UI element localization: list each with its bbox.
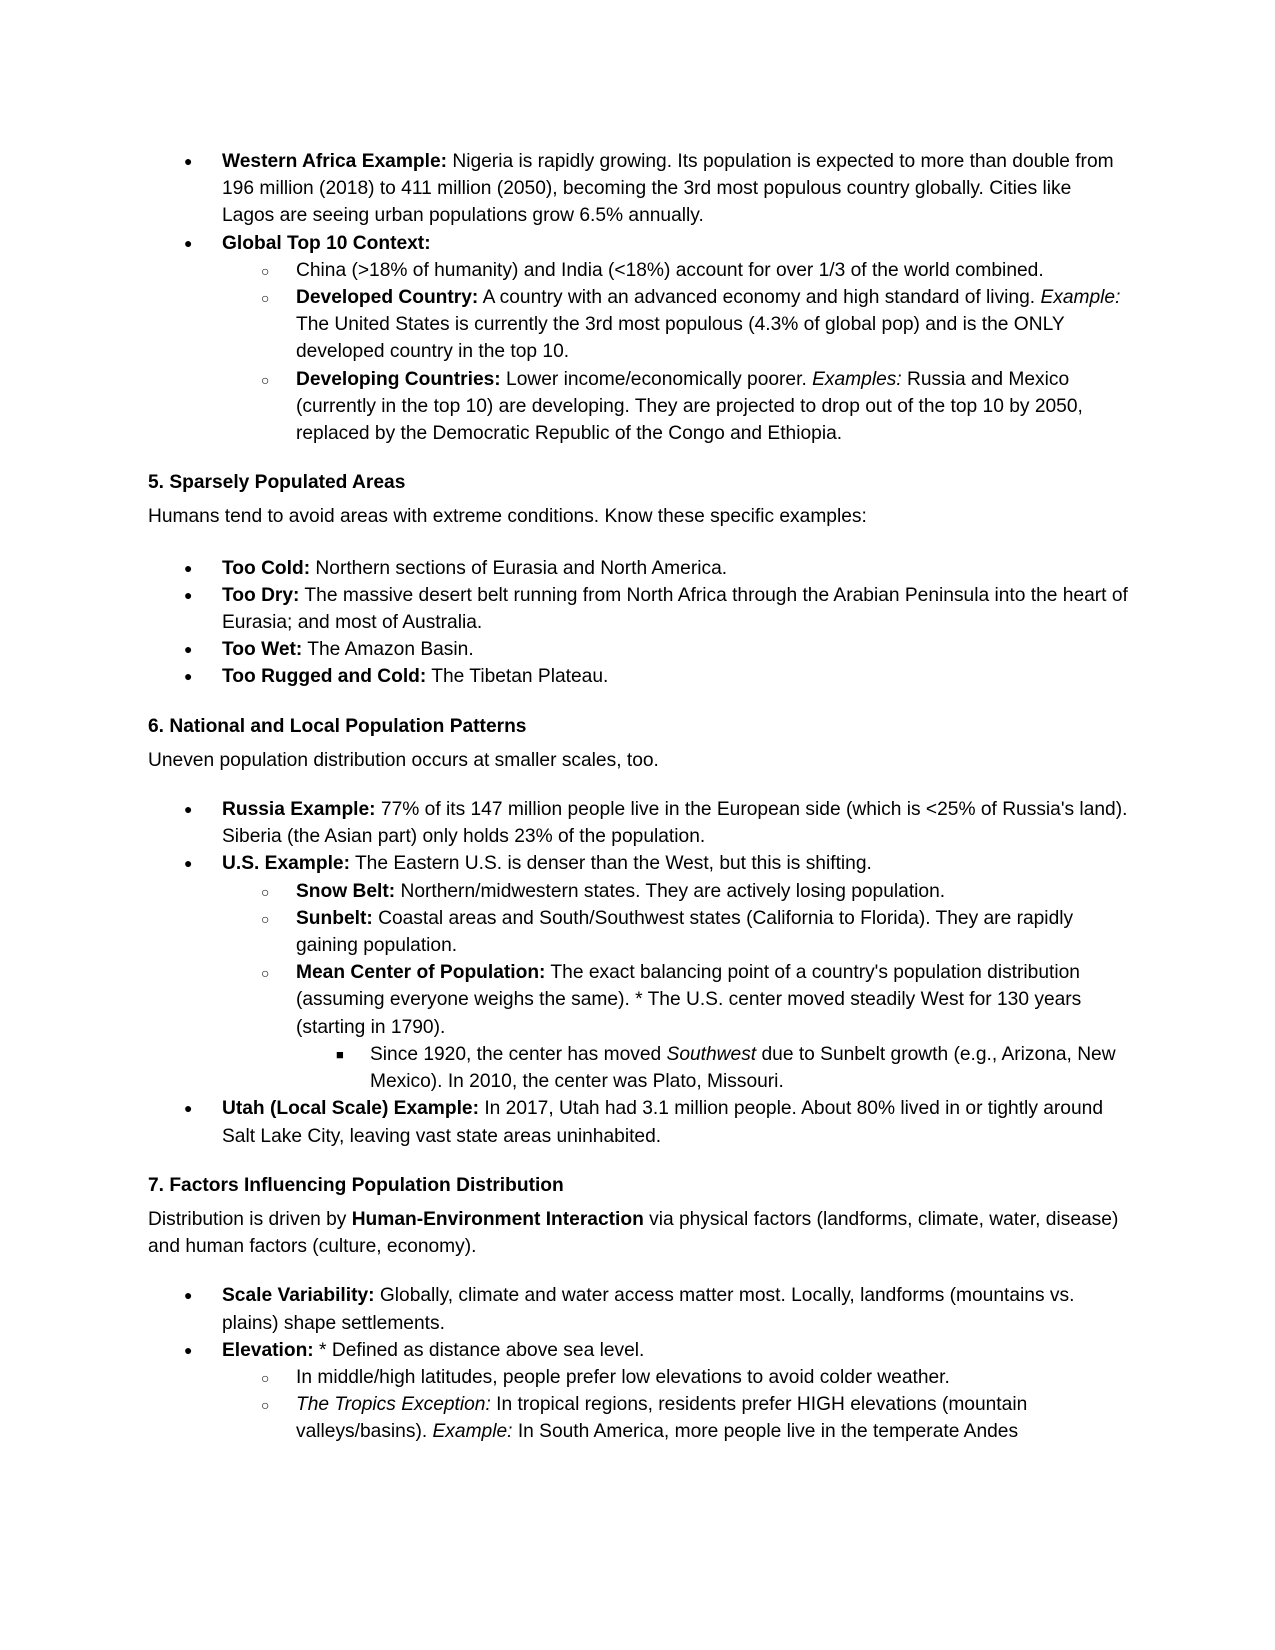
section-6-list — [148, 796, 1128, 1150]
bullet-global-top10 — [148, 230, 1128, 257]
example-label: Examples: — [812, 368, 902, 390]
intro-bold-text: Human-Environment Interaction — [351, 1208, 644, 1230]
sub-bullet-label: Snow Belt: — [296, 880, 396, 902]
sub-bullet-label: Mean Center of Population: — [296, 962, 546, 984]
sub-bullet-mean-center — [148, 959, 1128, 1041]
bullet-label: Elevation: — [222, 1339, 314, 1361]
bullet-label: Utah (Local Scale) Example: — [222, 1098, 479, 1120]
sub-bullet-developing — [148, 366, 1128, 448]
bullet-us — [148, 850, 1128, 877]
bullet-scale-variability — [148, 1282, 1128, 1336]
sub-bullet-latitudes — [148, 1364, 1128, 1391]
bullet-text: The massive desert belt running from North Africa through the Arabian Peninsula into the heart of Eurasia; and most of Australia. — [222, 584, 1128, 634]
sub-sub-bullet-text: due to Sunbelt growth (e.g., Arizona, New Mexico). In 2010, the center was Plato, Missouri. — [370, 1043, 1116, 1093]
sub-bullet-sunbelt — [148, 905, 1128, 959]
example-label: Example: — [1040, 287, 1121, 309]
sub-bullet-developed — [148, 284, 1128, 366]
bullet-too-wet — [148, 636, 1128, 663]
section-7-intro — [148, 1206, 1128, 1260]
sub-bullet-text: In tropical regions, residents prefer HIGH elevations (mountain valleys/basins). — [296, 1394, 1028, 1443]
document-body — [148, 148, 1128, 1446]
sub-bullet-text: Lower income/economically poorer. — [500, 368, 813, 390]
top-bullet-list — [148, 148, 1128, 447]
section-5-intro: Humans tend to avoid areas with extreme conditions. Know these specific examples: — [148, 506, 867, 528]
bullet-label: Scale Variability: — [222, 1285, 375, 1307]
sub-bullet-snow-belt — [148, 878, 1128, 905]
intro-text: Distribution is driven by — [148, 1208, 352, 1230]
example-label: Example: — [432, 1421, 513, 1443]
bullet-text: The Eastern U.S. is denser than the West, but this is shifting. — [349, 853, 872, 875]
bullet-too-rugged — [148, 663, 1128, 690]
example-text: Russia and Mexico (currently in the top 10) are developing. They are projected to drop out of the top 10 by 2050, replaced by the Democratic Republic of the Congo and Ethiopia. — [296, 368, 1083, 445]
bullet-too-cold — [148, 555, 1128, 582]
sub-bullet-label: Sunbelt: — [296, 907, 373, 929]
bullet-label: Too Cold: — [222, 557, 311, 579]
bullet-label: Too Wet: — [222, 639, 303, 661]
bullet-text: In 2017, Utah had 3.1 million people. About 80% lived in or tightly around Salt Lake City, leaving vast state areas uninhabited. — [222, 1098, 1103, 1147]
bullet-text: The Amazon Basin. — [302, 639, 474, 661]
bullet-text: * Defined as distance above sea level. — [313, 1339, 645, 1361]
sub-bullet-text: A country with an advanced economy and high standard of living. — [478, 287, 1041, 309]
sub-bullet-text: China (>18% of humanity) and India (<18%) account for over 1/3 of the world combined. — [296, 259, 1044, 281]
example-text: In South America, more people live in the temperate Andes — [512, 1421, 1019, 1443]
bullet-label: Too Rugged and Cold: — [222, 666, 427, 688]
sub-sub-bullet-text: Since 1920, the center has moved — [370, 1043, 667, 1065]
section-6-heading: 6. National and Local Population Patterns — [148, 715, 527, 737]
example-text: The United States is currently the 3rd most populous (4.3% of global pop) and is the ONLY developed country in the top 10. — [296, 314, 1065, 363]
sub-bullet-tropics — [148, 1391, 1128, 1445]
bullet-label: Western Africa Example: — [222, 151, 448, 172]
section-7-heading: 7. Factors Influencing Population Distribution — [148, 1174, 564, 1196]
bullet-western-africa — [148, 148, 1128, 230]
bullet-text: Northern sections of Eurasia and North America. — [310, 557, 728, 579]
bullet-russia — [148, 796, 1128, 850]
bullet-label: Global Top 10 Context: — [222, 232, 431, 254]
bullet-label: U.S. Example: — [222, 853, 350, 875]
section-7-list — [148, 1282, 1128, 1445]
bullet-text: 77% of its 147 million people live in the European side (which is <25% of Russia's land). Siberia (the Asian part) only holds 23% of the population. — [222, 799, 1128, 848]
bullet-text: The Tibetan Plateau. — [426, 666, 609, 688]
emphasis-text: Southwest — [666, 1043, 757, 1065]
section-5-heading: 5. Sparsely Populated Areas — [148, 472, 406, 494]
bullet-elevation — [148, 1337, 1128, 1364]
intro-text: via physical factors (landforms, climate, water, disease) and human factors (culture, economy). — [148, 1208, 1119, 1258]
sub-bullet-label: Developed Country: — [296, 287, 479, 309]
bullet-text: Globally, climate and water access matter most. Locally, landforms (mountains vs. plains) shape settlements. — [222, 1285, 1075, 1334]
bullet-text: Nigeria is rapidly growing. Its population is expected to more than double from 196 million (2018) to 411 million (2050), becoming the 3rd most populous country globally. Cities like Lagos are seeing urban populations grow 6.5% annually. — [222, 151, 1114, 227]
section-5-list — [148, 555, 1128, 691]
bullet-label: Russia Example: — [222, 799, 376, 821]
bullet-too-dry — [148, 582, 1128, 636]
bullet-label: Too Dry: — [222, 584, 300, 606]
section-6-intro: Uneven population distribution occurs at smaller scales, too. — [148, 749, 659, 771]
sub-bullet-label: Developing Countries: — [296, 368, 501, 390]
sub-sub-bullet-since-1920 — [148, 1041, 1128, 1095]
sub-bullet-text: Coastal areas and South/Southwest states (California to Florida). They are rapidly gaining population. — [296, 907, 1074, 957]
sub-bullet-text: The exact balancing point of a country's population distribution (assuming everyone weighs the same). * The U.S. center moved steadily West for 130 years (starting in 1790). — [296, 962, 1082, 1038]
sub-bullet-label: The Tropics Exception: — [296, 1394, 491, 1416]
sub-bullet-text: In middle/high latitudes, people prefer low elevations to avoid colder weather. — [296, 1366, 950, 1388]
sub-bullet-text: Northern/midwestern states. They are actively losing population. — [395, 880, 946, 902]
sub-bullet-china-india — [148, 257, 1128, 284]
bullet-utah — [148, 1095, 1128, 1149]
